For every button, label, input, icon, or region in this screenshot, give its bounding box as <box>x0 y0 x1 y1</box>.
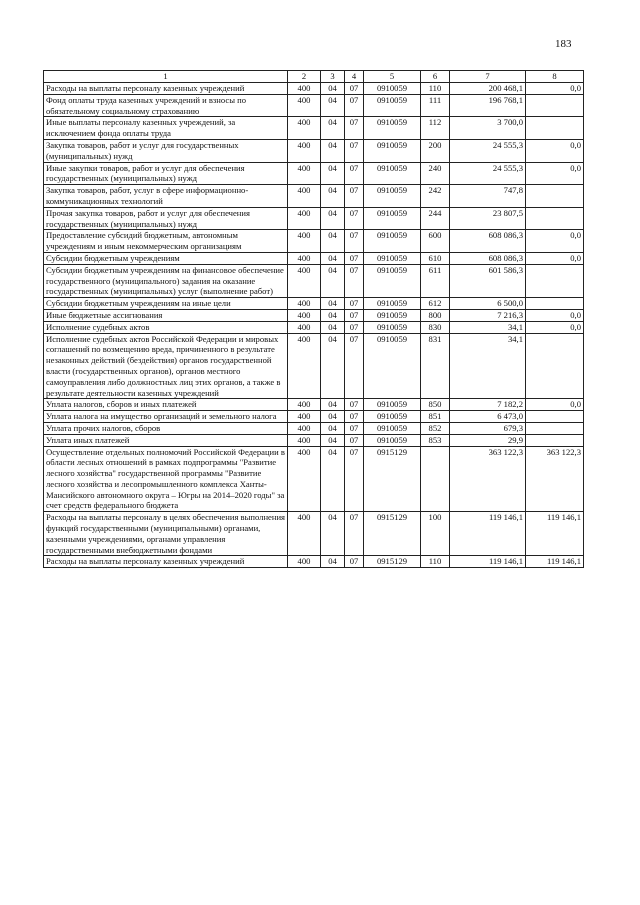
expense-type-cell: 800 <box>421 309 450 321</box>
target-article-cell: 0910059 <box>364 83 421 95</box>
code-admin-cell: 400 <box>288 230 321 253</box>
section-cell: 04 <box>321 556 345 568</box>
amount-cell: 747,8 <box>450 185 526 208</box>
code-admin-cell: 400 <box>288 264 321 297</box>
federal-amount-cell: 0,0 <box>526 230 584 253</box>
subsection-cell: 07 <box>345 512 364 556</box>
target-article-cell: 0910059 <box>364 264 421 297</box>
federal-amount-cell: 119 146,1 <box>526 512 584 556</box>
expense-type-cell: 242 <box>421 185 450 208</box>
table-row <box>44 434 584 446</box>
expense-type-cell: 111 <box>421 94 450 117</box>
code-admin-cell: 400 <box>288 185 321 208</box>
row-name-cell: Исполнение судебных актов Российской Федерации и мировых соглашений по возмещению вреда, причиненного в результате незаконных действий (бездействия) органов государственной власти (государственных органов), органов местного самоуправления либо должностных лиц этих органов, а также в результате деятельности казенных учреждений <box>44 333 288 399</box>
subsection-cell: 07 <box>345 83 364 95</box>
expense-type-cell <box>421 446 450 512</box>
budget-table <box>43 70 584 568</box>
row-name-cell: Уплата иных платежей <box>44 434 288 446</box>
table-row <box>44 94 584 117</box>
row-name-cell: Прочая закупка товаров, работ и услуг для обеспечения государственных (муниципальных) нужд <box>44 207 288 230</box>
col-header-4: 4 <box>345 71 364 83</box>
expense-type-cell: 200 <box>421 139 450 162</box>
row-name-cell: Субсидии бюджетным учреждениям на иные цели <box>44 298 288 310</box>
amount-cell: 601 586,3 <box>450 264 526 297</box>
table-row <box>44 411 584 423</box>
federal-amount-cell <box>526 94 584 117</box>
section-cell: 04 <box>321 434 345 446</box>
target-article-cell: 0910059 <box>364 207 421 230</box>
section-cell: 04 <box>321 446 345 512</box>
code-admin-cell: 400 <box>288 434 321 446</box>
federal-amount-cell <box>526 411 584 423</box>
subsection-cell: 07 <box>345 230 364 253</box>
subsection-cell: 07 <box>345 298 364 310</box>
target-article-cell: 0915129 <box>364 512 421 556</box>
subsection-cell: 07 <box>345 422 364 434</box>
amount-cell: 119 146,1 <box>450 512 526 556</box>
section-cell: 04 <box>321 411 345 423</box>
federal-amount-cell: 363 122,3 <box>526 446 584 512</box>
section-cell: 04 <box>321 321 345 333</box>
amount-cell: 363 122,3 <box>450 446 526 512</box>
section-cell: 04 <box>321 94 345 117</box>
code-admin-cell: 400 <box>288 83 321 95</box>
federal-amount-cell: 0,0 <box>526 399 584 411</box>
code-admin-cell: 400 <box>288 399 321 411</box>
expense-type-cell: 600 <box>421 230 450 253</box>
federal-amount-cell <box>526 298 584 310</box>
section-cell: 04 <box>321 185 345 208</box>
subsection-cell: 07 <box>345 117 364 140</box>
row-name-cell: Закупка товаров, работ, услуг в сфере информационно-коммуникационных технологий <box>44 185 288 208</box>
table-row <box>44 139 584 162</box>
amount-cell: 34,1 <box>450 333 526 399</box>
federal-amount-cell: 0,0 <box>526 309 584 321</box>
federal-amount-cell <box>526 264 584 297</box>
subsection-cell: 07 <box>345 333 364 399</box>
col-header-6: 6 <box>421 71 450 83</box>
target-article-cell: 0910059 <box>364 434 421 446</box>
row-name-cell: Уплата прочих налогов, сборов <box>44 422 288 434</box>
target-article-cell: 0910059 <box>364 321 421 333</box>
amount-cell: 608 086,3 <box>450 252 526 264</box>
expense-type-cell: 240 <box>421 162 450 185</box>
row-name-cell: Осуществление отдельных полномочий Российской Федерации в области лесных отношений в рамках подпрограммы "Развитие лесного хозяйства" государственной программы "Развитие лесного хозяйства и лесопромышленного комплекса Ханты-Мансийского автономного округа – Югры на 2014–2020 годы" за счет средств федерального бюджета <box>44 446 288 512</box>
table-row <box>44 162 584 185</box>
row-name-cell: Иные выплаты персоналу казенных учреждений, за исключением фонда оплаты труда <box>44 117 288 140</box>
target-article-cell: 0910059 <box>364 411 421 423</box>
code-admin-cell: 400 <box>288 512 321 556</box>
code-admin-cell: 400 <box>288 298 321 310</box>
subsection-cell: 07 <box>345 399 364 411</box>
section-cell: 04 <box>321 309 345 321</box>
target-article-cell: 0910059 <box>364 333 421 399</box>
subsection-cell: 07 <box>345 321 364 333</box>
subsection-cell: 07 <box>345 411 364 423</box>
section-cell: 04 <box>321 422 345 434</box>
row-name-cell: Уплата налогов, сборов и иных платежей <box>44 399 288 411</box>
amount-cell: 24 555,3 <box>450 162 526 185</box>
code-admin-cell: 400 <box>288 321 321 333</box>
expense-type-cell: 851 <box>421 411 450 423</box>
amount-cell: 608 086,3 <box>450 230 526 253</box>
amount-cell: 3 700,0 <box>450 117 526 140</box>
expense-type-cell: 112 <box>421 117 450 140</box>
table-row <box>44 83 584 95</box>
table-row <box>44 309 584 321</box>
federal-amount-cell <box>526 333 584 399</box>
expense-type-cell: 612 <box>421 298 450 310</box>
expense-type-cell: 110 <box>421 556 450 568</box>
amount-cell: 7 182,2 <box>450 399 526 411</box>
federal-amount-cell <box>526 207 584 230</box>
table-row <box>44 422 584 434</box>
col-header-8: 8 <box>526 71 584 83</box>
federal-amount-cell <box>526 422 584 434</box>
table-row <box>44 512 584 556</box>
expense-type-cell: 853 <box>421 434 450 446</box>
section-cell: 04 <box>321 252 345 264</box>
code-admin-cell: 400 <box>288 94 321 117</box>
table-row <box>44 399 584 411</box>
code-admin-cell: 400 <box>288 422 321 434</box>
row-name-cell: Субсидии бюджетным учреждениям <box>44 252 288 264</box>
code-admin-cell: 400 <box>288 333 321 399</box>
row-name-cell: Исполнение судебных актов <box>44 321 288 333</box>
subsection-cell: 07 <box>345 207 364 230</box>
amount-cell: 6 500,0 <box>450 298 526 310</box>
subsection-cell: 07 <box>345 185 364 208</box>
section-cell: 04 <box>321 230 345 253</box>
header-row <box>44 71 584 83</box>
code-admin-cell: 400 <box>288 446 321 512</box>
target-article-cell: 0910059 <box>364 399 421 411</box>
section-cell: 04 <box>321 139 345 162</box>
row-name-cell: Закупка товаров, работ и услуг для государственных (муниципальных) нужд <box>44 139 288 162</box>
subsection-cell: 07 <box>345 139 364 162</box>
row-name-cell: Иные бюджетные ассигнования <box>44 309 288 321</box>
amount-cell: 119 146,1 <box>450 556 526 568</box>
target-article-cell: 0910059 <box>364 185 421 208</box>
section-cell: 04 <box>321 117 345 140</box>
expense-type-cell: 611 <box>421 264 450 297</box>
page-number: 183 <box>555 38 572 50</box>
code-admin-cell: 400 <box>288 252 321 264</box>
col-header-5: 5 <box>364 71 421 83</box>
table-row <box>44 298 584 310</box>
target-article-cell: 0910059 <box>364 139 421 162</box>
federal-amount-cell: 0,0 <box>526 83 584 95</box>
target-article-cell: 0915129 <box>364 556 421 568</box>
expense-type-cell: 830 <box>421 321 450 333</box>
table-row <box>44 556 584 568</box>
amount-cell: 24 555,3 <box>450 139 526 162</box>
expense-type-cell: 110 <box>421 83 450 95</box>
row-name-cell: Расходы на выплаты персоналу казенных учреждений <box>44 83 288 95</box>
amount-cell: 23 807,5 <box>450 207 526 230</box>
section-cell: 04 <box>321 333 345 399</box>
target-article-cell: 0910059 <box>364 422 421 434</box>
row-name-cell: Расходы на выплаты персоналу в целях обеспечения выполнения функций государственными (муниципальными) органами, казенными учреждениями, органами управления государственными внебюджетными фондами <box>44 512 288 556</box>
table-row <box>44 185 584 208</box>
subsection-cell: 07 <box>345 446 364 512</box>
table-row <box>44 333 584 399</box>
subsection-cell: 07 <box>345 162 364 185</box>
subsection-cell: 07 <box>345 556 364 568</box>
federal-amount-cell: 0,0 <box>526 162 584 185</box>
code-admin-cell: 400 <box>288 556 321 568</box>
amount-cell: 29,9 <box>450 434 526 446</box>
col-header-2: 2 <box>288 71 321 83</box>
table-row <box>44 321 584 333</box>
subsection-cell: 07 <box>345 434 364 446</box>
table-row <box>44 264 584 297</box>
table-row <box>44 446 584 512</box>
row-name-cell: Предоставление субсидий бюджетным, автономным учреждениям и иным некоммерческим организациям <box>44 230 288 253</box>
federal-amount-cell: 0,0 <box>526 321 584 333</box>
row-name-cell: Фонд оплаты труда казенных учреждений и взносы по обязательному социальному страхованию <box>44 94 288 117</box>
code-admin-cell: 400 <box>288 139 321 162</box>
amount-cell: 196 768,1 <box>450 94 526 117</box>
code-admin-cell: 400 <box>288 117 321 140</box>
amount-cell: 7 216,3 <box>450 309 526 321</box>
section-cell: 04 <box>321 399 345 411</box>
col-header-7: 7 <box>450 71 526 83</box>
subsection-cell: 07 <box>345 264 364 297</box>
target-article-cell: 0910059 <box>364 94 421 117</box>
federal-amount-cell <box>526 185 584 208</box>
federal-amount-cell <box>526 434 584 446</box>
section-cell: 04 <box>321 264 345 297</box>
expense-type-cell: 100 <box>421 512 450 556</box>
expense-type-cell: 852 <box>421 422 450 434</box>
table-body <box>44 83 584 568</box>
target-article-cell: 0910059 <box>364 117 421 140</box>
row-name-cell: Иные закупки товаров, работ и услуг для обеспечения государственных (муниципальных) нужд <box>44 162 288 185</box>
row-name-cell: Субсидии бюджетным учреждениям на финансовое обеспечение государственного (муниципального) задания на оказание государственных (муниципальных) услуг (выполнение работ) <box>44 264 288 297</box>
expense-type-cell: 244 <box>421 207 450 230</box>
section-cell: 04 <box>321 207 345 230</box>
table-row <box>44 252 584 264</box>
target-article-cell: 0910059 <box>364 162 421 185</box>
code-admin-cell: 400 <box>288 309 321 321</box>
subsection-cell: 07 <box>345 252 364 264</box>
row-name-cell: Уплата налога на имущество организаций и земельного налога <box>44 411 288 423</box>
col-header-3: 3 <box>321 71 345 83</box>
code-admin-cell: 400 <box>288 162 321 185</box>
target-article-cell: 0915129 <box>364 446 421 512</box>
code-admin-cell: 400 <box>288 411 321 423</box>
amount-cell: 200 468,1 <box>450 83 526 95</box>
section-cell: 04 <box>321 162 345 185</box>
amount-cell: 34,1 <box>450 321 526 333</box>
subsection-cell: 07 <box>345 94 364 117</box>
section-cell: 04 <box>321 83 345 95</box>
expense-type-cell: 831 <box>421 333 450 399</box>
target-article-cell: 0910059 <box>364 298 421 310</box>
subsection-cell: 07 <box>345 309 364 321</box>
table-row <box>44 117 584 140</box>
code-admin-cell: 400 <box>288 207 321 230</box>
section-cell: 04 <box>321 512 345 556</box>
table-row <box>44 230 584 253</box>
target-article-cell: 0910059 <box>364 309 421 321</box>
table-row <box>44 207 584 230</box>
federal-amount-cell: 0,0 <box>526 139 584 162</box>
col-header-1: 1 <box>44 71 288 83</box>
row-name-cell: Расходы на выплаты персоналу казенных учреждений <box>44 556 288 568</box>
federal-amount-cell: 0,0 <box>526 252 584 264</box>
amount-cell: 6 473,0 <box>450 411 526 423</box>
amount-cell: 679,3 <box>450 422 526 434</box>
expense-type-cell: 850 <box>421 399 450 411</box>
federal-amount-cell <box>526 117 584 140</box>
expense-type-cell: 610 <box>421 252 450 264</box>
target-article-cell: 0910059 <box>364 252 421 264</box>
target-article-cell: 0910059 <box>364 230 421 253</box>
section-cell: 04 <box>321 298 345 310</box>
federal-amount-cell: 119 146,1 <box>526 556 584 568</box>
